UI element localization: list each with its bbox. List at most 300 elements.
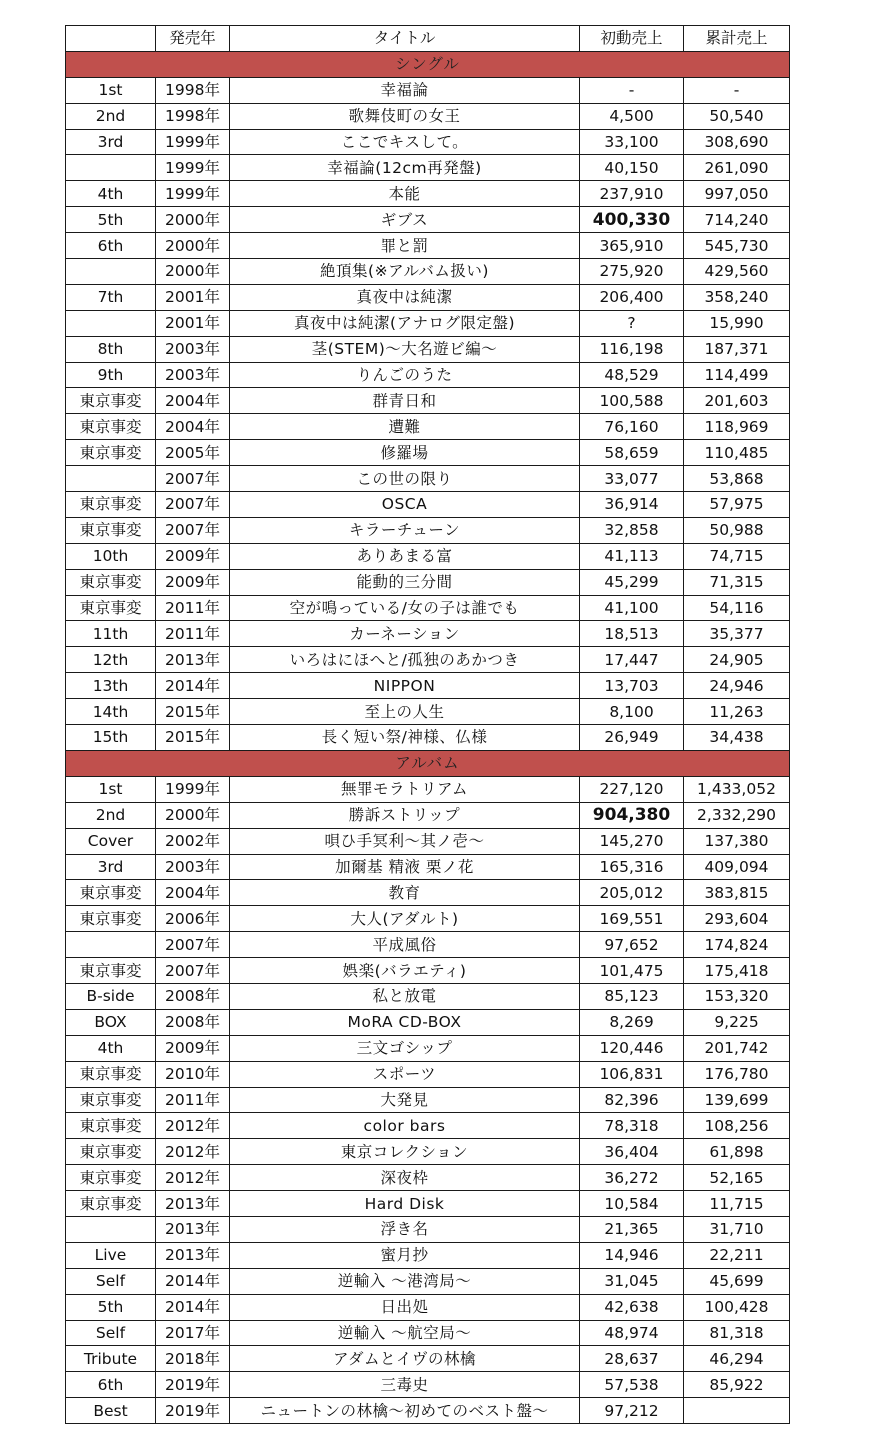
cell-year: 2009年 — [156, 543, 230, 569]
cell-first-week: 40,150 — [580, 155, 684, 181]
table-row — [66, 1191, 790, 1217]
cell-year: 2007年 — [156, 958, 230, 984]
cell-title: 修羅場 — [230, 440, 580, 466]
cell-year: 2013年 — [156, 1242, 230, 1268]
cell-title: 三文ゴシップ — [230, 1035, 580, 1061]
cell-first-week: 165,316 — [580, 854, 684, 880]
cell-total: 714,240 — [684, 207, 790, 233]
cell-total: 57,975 — [684, 492, 790, 518]
cell-title: 長く短い祭/神様、仏様 — [230, 725, 580, 751]
cell-year: 2012年 — [156, 1165, 230, 1191]
cell-year: 2009年 — [156, 1035, 230, 1061]
cell-no: 3rd — [66, 854, 156, 880]
cell-no: 東京事変 — [66, 1061, 156, 1087]
cell-year: 2001年 — [156, 284, 230, 310]
cell-first-week: 120,446 — [580, 1035, 684, 1061]
cell-year: 2014年 — [156, 1268, 230, 1294]
table-row — [66, 958, 790, 984]
cell-first-week: 8,269 — [580, 1009, 684, 1035]
table-row — [66, 776, 790, 802]
cell-no: 東京事変 — [66, 1113, 156, 1139]
cell-year: 2006年 — [156, 906, 230, 932]
cell-total: 358,240 — [684, 284, 790, 310]
cell-title: いろはにほへと/孤独のあかつき — [230, 647, 580, 673]
cell-total: 54,116 — [684, 595, 790, 621]
header-no — [66, 26, 156, 52]
cell-first-week: 101,475 — [580, 958, 684, 984]
cell-year: 2003年 — [156, 362, 230, 388]
cell-no: 6th — [66, 1372, 156, 1398]
cell-total: 31,710 — [684, 1216, 790, 1242]
cell-total: 52,165 — [684, 1165, 790, 1191]
cell-no: 3rd — [66, 129, 156, 155]
cell-first-week: - — [580, 77, 684, 103]
cell-total: 24,946 — [684, 673, 790, 699]
cell-year: 2007年 — [156, 492, 230, 518]
cell-total: 176,780 — [684, 1061, 790, 1087]
cell-total: 201,742 — [684, 1035, 790, 1061]
table-row — [66, 621, 790, 647]
table-row — [66, 725, 790, 751]
cell-title: 茎(STEM)〜大名遊ビ編〜 — [230, 336, 580, 362]
cell-year: 1999年 — [156, 155, 230, 181]
section-label: シングル — [66, 51, 790, 77]
cell-no — [66, 932, 156, 958]
cell-total: 9,225 — [684, 1009, 790, 1035]
cell-total: 34,438 — [684, 725, 790, 751]
cell-year: 2015年 — [156, 699, 230, 725]
header-total: 累計売上 — [684, 26, 790, 52]
cell-total: 139,699 — [684, 1087, 790, 1113]
table-row — [66, 362, 790, 388]
cell-first-week: ? — [580, 310, 684, 336]
section-header-row — [66, 750, 790, 776]
cell-title: 幸福論(12cm再発盤) — [230, 155, 580, 181]
cell-no: B-side — [66, 983, 156, 1009]
cell-no: 5th — [66, 207, 156, 233]
table-row — [66, 932, 790, 958]
cell-no: 東京事変 — [66, 414, 156, 440]
table-row — [66, 492, 790, 518]
cell-title: キラーチューン — [230, 517, 580, 543]
cell-title: NIPPON — [230, 673, 580, 699]
cell-year: 2012年 — [156, 1113, 230, 1139]
cell-title: 教育 — [230, 880, 580, 906]
cell-year: 2007年 — [156, 517, 230, 543]
cell-no: 5th — [66, 1294, 156, 1320]
cell-title: スポーツ — [230, 1061, 580, 1087]
cell-no: 東京事変 — [66, 880, 156, 906]
cell-year: 2011年 — [156, 1087, 230, 1113]
cell-year: 2010年 — [156, 1061, 230, 1087]
cell-no: 東京事変 — [66, 906, 156, 932]
table-row — [66, 517, 790, 543]
cell-title: 真夜中は純潔 — [230, 284, 580, 310]
table-row — [66, 1372, 790, 1398]
cell-total: 137,380 — [684, 828, 790, 854]
cell-year: 2013年 — [156, 647, 230, 673]
table-row — [66, 595, 790, 621]
cell-year: 2000年 — [156, 233, 230, 259]
cell-no: 2nd — [66, 103, 156, 129]
cell-title: 空が鳴っている/女の子は誰でも — [230, 595, 580, 621]
cell-year: 2013年 — [156, 1216, 230, 1242]
cell-total: 2,332,290 — [684, 802, 790, 828]
cell-first-week: 36,404 — [580, 1139, 684, 1165]
cell-no: 東京事変 — [66, 388, 156, 414]
cell-first-week: 32,858 — [580, 517, 684, 543]
cell-total: 22,211 — [684, 1242, 790, 1268]
cell-year: 1999年 — [156, 776, 230, 802]
section-header-row — [66, 51, 790, 77]
table-row — [66, 673, 790, 699]
cell-total: 53,868 — [684, 466, 790, 492]
cell-no: 4th — [66, 1035, 156, 1061]
cell-first-week: 8,100 — [580, 699, 684, 725]
cell-first-week: 28,637 — [580, 1346, 684, 1372]
cell-first-week: 21,365 — [580, 1216, 684, 1242]
cell-year: 2004年 — [156, 388, 230, 414]
cell-total: 545,730 — [684, 233, 790, 259]
table-row — [66, 77, 790, 103]
header-first-week: 初動売上 — [580, 26, 684, 52]
table-row — [66, 1346, 790, 1372]
cell-total: 11,715 — [684, 1191, 790, 1217]
cell-title: 罪と罰 — [230, 233, 580, 259]
cell-year: 2014年 — [156, 673, 230, 699]
cell-title: 三毒史 — [230, 1372, 580, 1398]
cell-first-week: 904,380 — [580, 802, 684, 828]
cell-no: Self — [66, 1320, 156, 1346]
cell-year: 2000年 — [156, 259, 230, 285]
cell-first-week: 206,400 — [580, 284, 684, 310]
cell-no: 東京事変 — [66, 492, 156, 518]
cell-total: 11,263 — [684, 699, 790, 725]
table-row — [66, 336, 790, 362]
cell-title: ニュートンの林檎〜初めてのベスト盤〜 — [230, 1398, 580, 1424]
cell-first-week: 205,012 — [580, 880, 684, 906]
cell-total: 997,050 — [684, 181, 790, 207]
cell-first-week: 145,270 — [580, 828, 684, 854]
cell-no — [66, 155, 156, 181]
section-label: アルバム — [66, 750, 790, 776]
cell-total: 409,094 — [684, 854, 790, 880]
table-row — [66, 1087, 790, 1113]
cell-total: 85,922 — [684, 1372, 790, 1398]
cell-total: 71,315 — [684, 569, 790, 595]
cell-no: 東京事変 — [66, 1191, 156, 1217]
cell-no: BOX — [66, 1009, 156, 1035]
table-row — [66, 181, 790, 207]
table-row — [66, 983, 790, 1009]
cell-year: 1999年 — [156, 181, 230, 207]
table-row — [66, 440, 790, 466]
table-row — [66, 1165, 790, 1191]
cell-first-week: 400,330 — [580, 207, 684, 233]
table-row — [66, 1035, 790, 1061]
table-row — [66, 543, 790, 569]
cell-first-week: 13,703 — [580, 673, 684, 699]
cell-year: 2001年 — [156, 310, 230, 336]
cell-year: 1998年 — [156, 103, 230, 129]
cell-title: 東京コレクション — [230, 1139, 580, 1165]
cell-title: ありあまる富 — [230, 543, 580, 569]
cell-first-week: 36,272 — [580, 1165, 684, 1191]
cell-no: 東京事変 — [66, 517, 156, 543]
cell-first-week: 18,513 — [580, 621, 684, 647]
table-row — [66, 828, 790, 854]
cell-total: 114,499 — [684, 362, 790, 388]
cell-year: 2018年 — [156, 1346, 230, 1372]
cell-title: 群青日和 — [230, 388, 580, 414]
sales-table-body — [66, 26, 790, 1424]
cell-no: 7th — [66, 284, 156, 310]
cell-first-week: 48,529 — [580, 362, 684, 388]
header-title: タイトル — [230, 26, 580, 52]
cell-no: 東京事変 — [66, 1139, 156, 1165]
cell-year: 2019年 — [156, 1372, 230, 1398]
cell-total: 74,715 — [684, 543, 790, 569]
cell-first-week: 82,396 — [580, 1087, 684, 1113]
cell-no: 1st — [66, 776, 156, 802]
cell-no: 4th — [66, 181, 156, 207]
cell-first-week: 57,538 — [580, 1372, 684, 1398]
cell-first-week: 33,077 — [580, 466, 684, 492]
cell-first-week: 4,500 — [580, 103, 684, 129]
cell-total — [684, 1398, 790, 1424]
table-row — [66, 103, 790, 129]
cell-title: 幸福論 — [230, 77, 580, 103]
cell-year: 2017年 — [156, 1320, 230, 1346]
cell-title: 歌舞伎町の女王 — [230, 103, 580, 129]
cell-title: 深夜枠 — [230, 1165, 580, 1191]
table-row — [66, 802, 790, 828]
cell-title: 私と放電 — [230, 983, 580, 1009]
cell-first-week: 78,318 — [580, 1113, 684, 1139]
table-row — [66, 1216, 790, 1242]
cell-no: Cover — [66, 828, 156, 854]
table-row — [66, 1061, 790, 1087]
cell-title: カーネーション — [230, 621, 580, 647]
cell-first-week: 227,120 — [580, 776, 684, 802]
cell-title: アダムとイヴの林檎 — [230, 1346, 580, 1372]
cell-year: 2008年 — [156, 1009, 230, 1035]
cell-total: 429,560 — [684, 259, 790, 285]
cell-title: 蜜月抄 — [230, 1242, 580, 1268]
cell-year: 2011年 — [156, 595, 230, 621]
cell-year: 2004年 — [156, 414, 230, 440]
cell-no: 8th — [66, 336, 156, 362]
cell-year: 2005年 — [156, 440, 230, 466]
cell-total: 201,603 — [684, 388, 790, 414]
cell-year: 2000年 — [156, 207, 230, 233]
cell-title: 勝訴ストリップ — [230, 802, 580, 828]
cell-title: ここでキスして。 — [230, 129, 580, 155]
cell-title: 娯楽(バラエティ) — [230, 958, 580, 984]
cell-year: 2014年 — [156, 1294, 230, 1320]
table-row — [66, 1242, 790, 1268]
table-row — [66, 1398, 790, 1424]
cell-year: 2009年 — [156, 569, 230, 595]
cell-year: 2019年 — [156, 1398, 230, 1424]
cell-no — [66, 466, 156, 492]
table-row — [66, 414, 790, 440]
cell-first-week: 237,910 — [580, 181, 684, 207]
cell-title: 大発見 — [230, 1087, 580, 1113]
cell-no: 11th — [66, 621, 156, 647]
cell-title: 逆輸入 〜航空局〜 — [230, 1320, 580, 1346]
cell-total: 308,690 — [684, 129, 790, 155]
table-row — [66, 1294, 790, 1320]
cell-title: 唄ひ手冥利〜其ノ壱〜 — [230, 828, 580, 854]
cell-total: 46,294 — [684, 1346, 790, 1372]
cell-no: 14th — [66, 699, 156, 725]
table-row — [66, 207, 790, 233]
cell-year: 2003年 — [156, 336, 230, 362]
cell-year: 2008年 — [156, 983, 230, 1009]
cell-no: 1st — [66, 77, 156, 103]
cell-first-week: 116,198 — [580, 336, 684, 362]
cell-no: 東京事変 — [66, 958, 156, 984]
cell-first-week: 365,910 — [580, 233, 684, 259]
cell-year: 2013年 — [156, 1191, 230, 1217]
cell-title: 平成風俗 — [230, 932, 580, 958]
cell-year: 2004年 — [156, 880, 230, 906]
cell-total: 100,428 — [684, 1294, 790, 1320]
table-row — [66, 647, 790, 673]
cell-year: 2012年 — [156, 1139, 230, 1165]
cell-no: Self — [66, 1268, 156, 1294]
cell-total: 81,318 — [684, 1320, 790, 1346]
cell-title: 大人(アダルト) — [230, 906, 580, 932]
cell-total: 1,433,052 — [684, 776, 790, 802]
cell-first-week: 100,588 — [580, 388, 684, 414]
cell-no: 東京事変 — [66, 440, 156, 466]
cell-year: 2007年 — [156, 466, 230, 492]
cell-title: OSCA — [230, 492, 580, 518]
sales-table — [65, 25, 790, 1424]
cell-title: Hard Disk — [230, 1191, 580, 1217]
cell-title: 日出処 — [230, 1294, 580, 1320]
cell-title: 遭難 — [230, 414, 580, 440]
cell-year: 1999年 — [156, 129, 230, 155]
cell-year: 1998年 — [156, 77, 230, 103]
cell-no: 15th — [66, 725, 156, 751]
cell-title: 加爾基 精液 栗ノ花 — [230, 854, 580, 880]
table-row — [66, 129, 790, 155]
cell-first-week: 41,100 — [580, 595, 684, 621]
cell-total: 153,320 — [684, 983, 790, 1009]
cell-title: 能動的三分間 — [230, 569, 580, 595]
cell-first-week: 45,299 — [580, 569, 684, 595]
table-row — [66, 880, 790, 906]
cell-title: りんごのうた — [230, 362, 580, 388]
cell-total: 293,604 — [684, 906, 790, 932]
cell-no: 東京事変 — [66, 569, 156, 595]
table-row — [66, 388, 790, 414]
cell-no: Tribute — [66, 1346, 156, 1372]
table-row — [66, 1139, 790, 1165]
cell-title: 無罪モラトリアム — [230, 776, 580, 802]
cell-total: 110,485 — [684, 440, 790, 466]
cell-total: 383,815 — [684, 880, 790, 906]
cell-first-week: 169,551 — [580, 906, 684, 932]
table-row — [66, 284, 790, 310]
header-year: 発売年 — [156, 26, 230, 52]
cell-first-week: 14,946 — [580, 1242, 684, 1268]
table-row — [66, 699, 790, 725]
cell-title: 浮き名 — [230, 1216, 580, 1242]
cell-first-week: 42,638 — [580, 1294, 684, 1320]
cell-title: 至上の人生 — [230, 699, 580, 725]
cell-year: 2002年 — [156, 828, 230, 854]
cell-title: MoRA CD-BOX — [230, 1009, 580, 1035]
cell-first-week: 26,949 — [580, 725, 684, 751]
cell-first-week: 106,831 — [580, 1061, 684, 1087]
table-row — [66, 569, 790, 595]
cell-no — [66, 259, 156, 285]
cell-total: 108,256 — [684, 1113, 790, 1139]
cell-title: color bars — [230, 1113, 580, 1139]
table-row — [66, 854, 790, 880]
cell-first-week: 48,974 — [580, 1320, 684, 1346]
cell-first-week: 33,100 — [580, 129, 684, 155]
cell-title: 絶頂集(※アルバム扱い) — [230, 259, 580, 285]
table-row — [66, 906, 790, 932]
table-row — [66, 1113, 790, 1139]
cell-no: 6th — [66, 233, 156, 259]
cell-year: 2015年 — [156, 725, 230, 751]
cell-no: 2nd — [66, 802, 156, 828]
cell-total: 45,699 — [684, 1268, 790, 1294]
cell-first-week: 36,914 — [580, 492, 684, 518]
cell-first-week: 10,584 — [580, 1191, 684, 1217]
cell-title: 逆輸入 〜港湾局〜 — [230, 1268, 580, 1294]
cell-no: 東京事変 — [66, 1087, 156, 1113]
cell-no: 12th — [66, 647, 156, 673]
cell-year: 2003年 — [156, 854, 230, 880]
table-row — [66, 1009, 790, 1035]
table-row — [66, 233, 790, 259]
cell-year: 2011年 — [156, 621, 230, 647]
cell-total: 24,905 — [684, 647, 790, 673]
cell-no: 9th — [66, 362, 156, 388]
cell-total: 174,824 — [684, 932, 790, 958]
cell-first-week: 58,659 — [580, 440, 684, 466]
cell-total: 50,988 — [684, 517, 790, 543]
cell-title: 本能 — [230, 181, 580, 207]
cell-total: 175,418 — [684, 958, 790, 984]
table-row — [66, 259, 790, 285]
header-row — [66, 26, 790, 52]
cell-no: 東京事変 — [66, 1165, 156, 1191]
cell-no: 東京事変 — [66, 595, 156, 621]
cell-title: 真夜中は純潔(アナログ限定盤) — [230, 310, 580, 336]
cell-year: 2000年 — [156, 802, 230, 828]
cell-total: 61,898 — [684, 1139, 790, 1165]
table-row — [66, 1320, 790, 1346]
table-row — [66, 310, 790, 336]
cell-total: 187,371 — [684, 336, 790, 362]
cell-first-week: 31,045 — [580, 1268, 684, 1294]
cell-no — [66, 1216, 156, 1242]
cell-no: 10th — [66, 543, 156, 569]
cell-no: Live — [66, 1242, 156, 1268]
cell-total: 261,090 — [684, 155, 790, 181]
cell-first-week: 97,652 — [580, 932, 684, 958]
cell-year: 2007年 — [156, 932, 230, 958]
cell-no: 13th — [66, 673, 156, 699]
